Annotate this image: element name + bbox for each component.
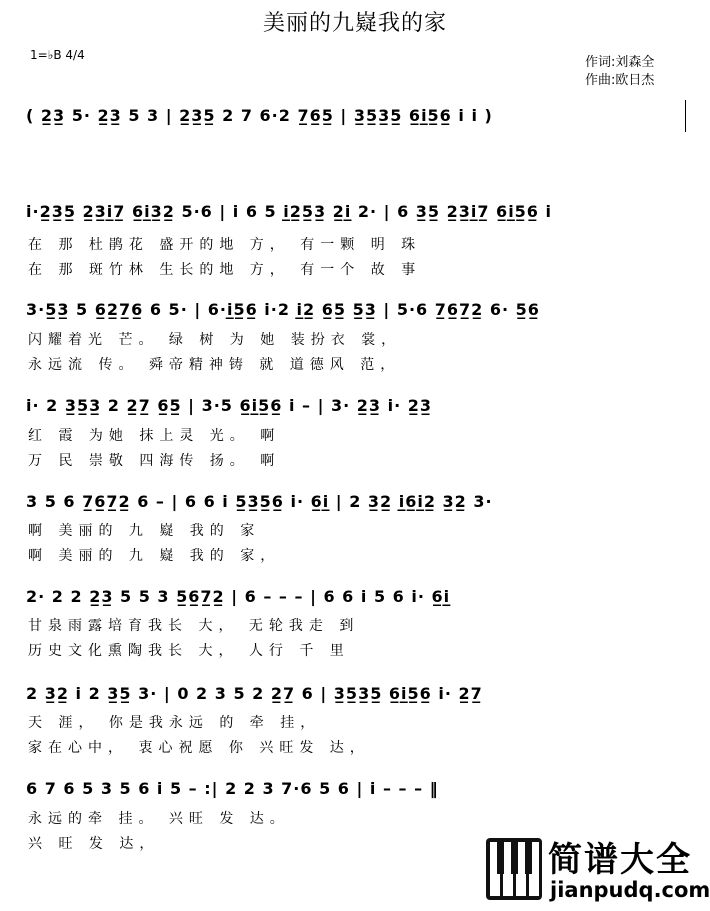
notes-row-7: 6 7 6 5 3 5 6 i 5 – :| 2 2 3 7·6 5 6 | i – – – ‖: [26, 779, 439, 798]
notes-row-6: 2 3̲2̲ i 2 3̲5̲ 3· | 0 2 3 5 2 2̲7̲ 6 | 3̲5̲3̲5̲ 6̲i̲5̲6̲ i· 2̲7̲: [26, 684, 483, 703]
notes-row-5: 2· 2 2 2̲3̲ 5 5 3 5̲6̲7̲2̲ | 6 – – – | 6 6 i 5 6 i· 6̲i̲: [26, 587, 451, 606]
lyric-row-7-verse-2: 兴 旺 发 达，: [28, 836, 160, 852]
lyric-row-1-verse-1: 在 那 杜鹃花 盛开的地 方， 有一颗 明 珠: [28, 237, 422, 253]
intro-notes: ( 2̲3̲ 5· 2̲3̲ 5 3 | 2̲3̲5̲ 2 7 6·2 7̲6̲5̲ | 3̲5̲3̲5̲ 6̲i̲5̲6̲ i i ): [26, 106, 493, 125]
lyric-row-5-verse-2: 历史文化熏陶我长 大， 人行 千 里: [28, 643, 350, 659]
lyricist-credit: 作词:刘森全: [585, 55, 655, 70]
watermark-site: jianpudq.com: [550, 878, 710, 902]
barline: [685, 100, 686, 132]
notes-row-1: i·2̲3̲5̲ 2̲3̲i̲7̲ 6̲i̲3̲2̲ 5·6 | i 6 5 i̲2̲5̲3̲ 2̲i̲ 2· | 6 3̲5̲ 2̲3̲i̲7̲ 6̲i̲5̲6̲ i: [26, 202, 552, 221]
lyric-row-4-verse-2: 啊 美丽的 九 嶷 我的 家，: [28, 548, 281, 564]
key-signature: 1=♭B 4/4: [30, 48, 85, 62]
lyric-row-6-verse-2: 家在心中， 衷心祝愿 你 兴旺发 达，: [28, 740, 370, 756]
song-title: 美丽的九嶷我的家: [262, 11, 447, 36]
watermark-logo: [484, 832, 710, 907]
notes-row-3: i· 2 3̲5̲3̲ 2 2̲7̲ 6̲5̲ | 3·5 6̲i̲5̲6̲ i – | 3· 2̲3̲ i· 2̲3̲: [26, 396, 433, 415]
lyric-row-7-verse-1: 永远的牵 挂。 兴旺 发 达。: [28, 811, 290, 827]
composer-credit: 作曲:欧日杰: [585, 73, 655, 88]
lyric-row-3-verse-1: 红 霞 为她 抹上灵 光。 啊: [28, 428, 281, 444]
lyric-row-1-verse-2: 在 那 斑竹林 生长的地 方， 有一个 故 事: [28, 262, 422, 278]
lyric-row-6-verse-1: 天 涯， 你是我永远 的 牵 挂，: [28, 715, 321, 731]
notes-row-4: 3 5 6 7̲6̲7̲2̲ 6 – | 6 6 i 5̲3̲5̲6̲ i· 6̲i̲ | 2 3̲2̲ i̲6̲i̲2̲ 3̲2̲ 3·: [26, 492, 493, 511]
watermark-brand: 简谱大全: [548, 840, 692, 880]
lyric-row-5-verse-1: 甘泉雨露培育我长 大， 无轮我走 到: [28, 618, 360, 634]
notes-row-2: 3·5̲3̲ 5 6̲2̲7̲6̲ 6 5· | 6·i̲5̲6̲ i·2 i̲2̲ 6̲5̲ 5̲3̲ | 5·6 7̲6̲7̲2̲ 6· 5̲6̲: [26, 300, 540, 319]
lyric-row-2-verse-2: 永远流 传。 舜帝精神铸 就 道德风 范，: [28, 357, 401, 373]
lyric-row-2-verse-1: 闪耀着光 芒。 绿 树 为 她 装扮衣 裳，: [28, 332, 402, 348]
credits: [585, 54, 654, 90]
lyric-row-3-verse-2: 万 民 崇敬 四海传 扬。 啊: [28, 453, 281, 469]
lyric-row-4-verse-1: 啊 美丽的 九 嶷 我的 家: [28, 523, 261, 539]
